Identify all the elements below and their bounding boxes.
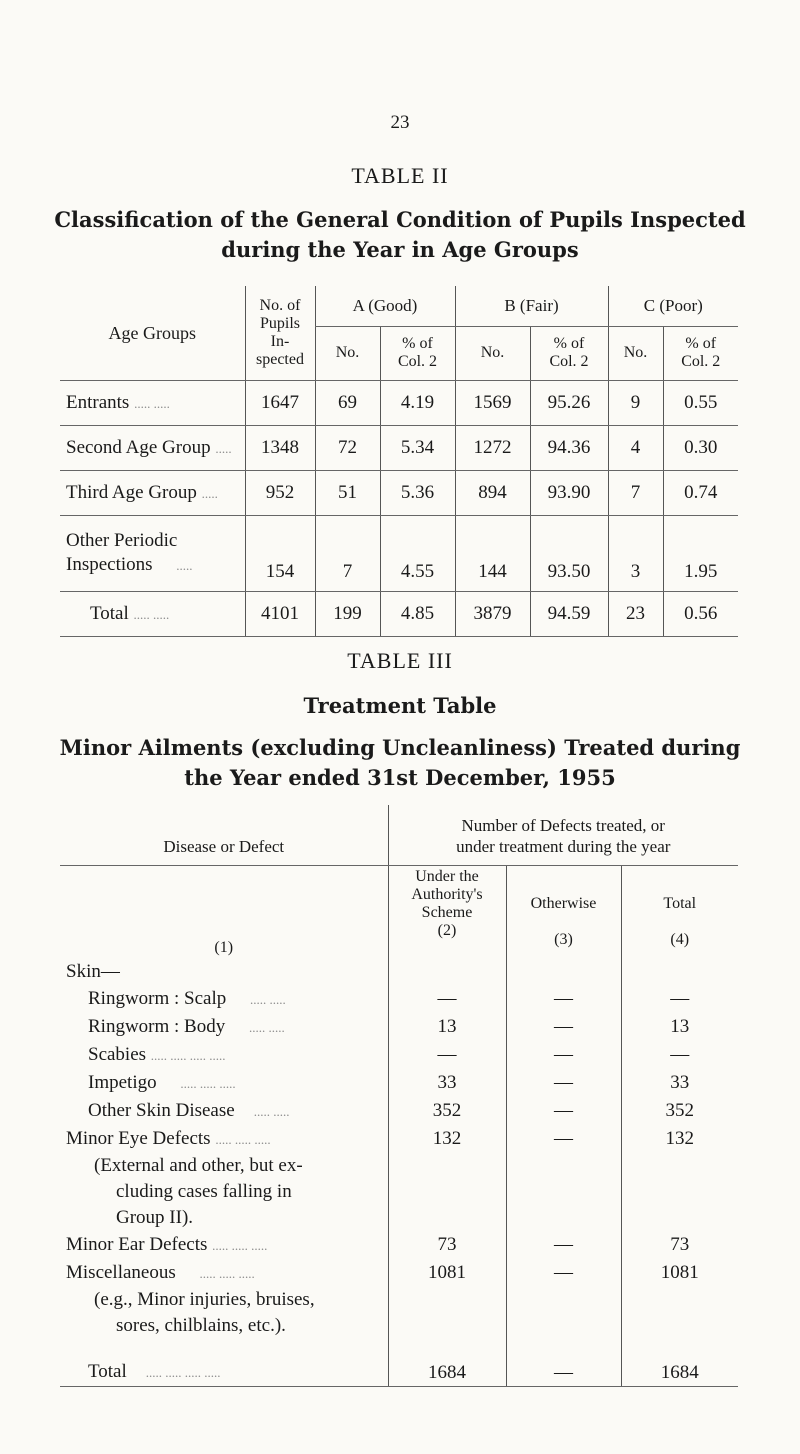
cell-b-no: 144 bbox=[455, 515, 530, 591]
pct-l2: Col. 2 bbox=[549, 353, 589, 370]
page-number: 23 bbox=[390, 112, 410, 133]
cell-col2: 352 bbox=[388, 1097, 506, 1125]
pct-l2: Col. 2 bbox=[397, 353, 438, 370]
list-item bbox=[60, 958, 738, 985]
cell-col3: — bbox=[506, 1013, 621, 1041]
table2 bbox=[60, 286, 738, 637]
cell-col3: — bbox=[506, 1097, 621, 1125]
row-label: Total ..... ..... bbox=[60, 591, 245, 636]
col-a-no: No. bbox=[315, 326, 380, 380]
cell-b-pct: 94.59 bbox=[530, 591, 608, 636]
table-row bbox=[60, 1125, 738, 1231]
cell-col2: 73 bbox=[388, 1231, 506, 1259]
table2-title-line2: during the Year in Age Groups bbox=[221, 237, 579, 262]
row-label: Other Periodic Inspections ..... bbox=[60, 515, 245, 591]
cell-pupils: 1348 bbox=[245, 425, 315, 470]
table-row-total bbox=[60, 1339, 738, 1387]
col3-header bbox=[506, 865, 621, 958]
cell-c-no: 23 bbox=[608, 591, 663, 636]
cell-col2: 13 bbox=[388, 1013, 506, 1041]
table-row-total bbox=[60, 591, 738, 636]
number-l1: Number of Defects treated, or bbox=[461, 815, 665, 835]
col4-num: (4) bbox=[670, 930, 690, 948]
cell-a-pct: 4.19 bbox=[380, 380, 455, 425]
table-row bbox=[60, 985, 738, 1013]
table-row bbox=[60, 1259, 738, 1339]
cell-b-no: 3879 bbox=[455, 591, 530, 636]
col2-header bbox=[388, 865, 506, 958]
cell-col4: 1684 bbox=[621, 1339, 738, 1387]
col3-num: (3) bbox=[554, 930, 573, 948]
col-a-good: A (Good) bbox=[315, 286, 455, 326]
table-row bbox=[60, 1041, 738, 1069]
pupils-l3: In- bbox=[270, 332, 290, 350]
table-row bbox=[60, 1013, 738, 1041]
table2-title-line1: Classification of the General Condition of Pupils Inspected bbox=[54, 207, 746, 232]
cell-col4: 13 bbox=[621, 1013, 738, 1041]
cell-a-no: 7 bbox=[315, 515, 380, 591]
col4-label: Total bbox=[663, 894, 697, 912]
cell-c-pct: 0.30 bbox=[663, 425, 738, 470]
pct-l1: % of bbox=[402, 335, 433, 352]
cell-col2: 1684 bbox=[388, 1339, 506, 1387]
cell-b-no: 1569 bbox=[455, 380, 530, 425]
cell-pupils: 4101 bbox=[245, 591, 315, 636]
cell-b-pct: 95.26 bbox=[530, 380, 608, 425]
row-label: Entrants ..... ..... bbox=[60, 380, 245, 425]
cell-col3: — bbox=[506, 1041, 621, 1069]
pct-l1: % of bbox=[553, 335, 585, 352]
table2-header-row1 bbox=[60, 286, 738, 326]
cell-a-pct: 4.55 bbox=[380, 515, 455, 591]
skin-heading: Skin— bbox=[66, 960, 120, 982]
row-label: Ringworm : Body ..... ..... bbox=[88, 1015, 285, 1037]
cell-col3: — bbox=[506, 985, 621, 1013]
cell-c-no: 4 bbox=[608, 425, 663, 470]
cell-c-pct: 0.56 bbox=[663, 591, 738, 636]
cell-c-no: 3 bbox=[608, 515, 663, 591]
col-pupils-inspected bbox=[245, 286, 315, 380]
cell-b-no: 1272 bbox=[455, 425, 530, 470]
row-note: cluding cases falling in bbox=[116, 1180, 292, 1202]
table-row bbox=[60, 1231, 738, 1259]
row-note: Group II). bbox=[116, 1206, 194, 1228]
cell-col2: 1081 bbox=[388, 1259, 506, 1339]
table-row bbox=[60, 1097, 738, 1125]
cell-col4: — bbox=[621, 1041, 738, 1069]
cell-a-pct: 5.34 bbox=[380, 425, 455, 470]
cell-pupils: 154 bbox=[245, 515, 315, 591]
cell-col3: — bbox=[506, 1231, 621, 1259]
cell-b-pct: 93.50 bbox=[530, 515, 608, 591]
cell-a-no: 51 bbox=[315, 470, 380, 515]
table3-label: TABLE III bbox=[347, 648, 453, 673]
col-c-no: No. bbox=[608, 326, 663, 380]
cell-col3: — bbox=[506, 1125, 621, 1231]
cell-col2: — bbox=[388, 985, 506, 1013]
col2-l2: Authority's bbox=[411, 885, 483, 903]
row-label: Second Age Group ..... bbox=[60, 425, 245, 470]
row-label: Scabies ..... ..... ..... ..... bbox=[88, 1043, 226, 1065]
col-disease: Disease or Defect bbox=[60, 805, 388, 865]
cell-b-no: 894 bbox=[455, 470, 530, 515]
row-label: Miscellaneous ..... ..... ..... (e.g., Minor injuries, bruises, sores, chilblains, etc.). bbox=[60, 1259, 388, 1339]
table3-header-row1 bbox=[60, 805, 738, 865]
cell-col2: — bbox=[388, 1041, 506, 1069]
table-row bbox=[60, 425, 738, 470]
col-b-no: No. bbox=[455, 326, 530, 380]
row-note: (e.g., Minor injuries, bruises, bbox=[94, 1288, 315, 1310]
row-label: Total ..... ..... ..... ..... bbox=[60, 1339, 388, 1387]
table-row bbox=[60, 470, 738, 515]
table-row bbox=[60, 380, 738, 425]
cell-b-pct: 94.36 bbox=[530, 425, 608, 470]
cell-col4: 352 bbox=[621, 1097, 738, 1125]
cell-c-no: 7 bbox=[608, 470, 663, 515]
row-note: (External and other, but ex- bbox=[94, 1154, 303, 1176]
cell-col4: 73 bbox=[621, 1231, 738, 1259]
cell-b-pct: 93.90 bbox=[530, 470, 608, 515]
col2-l3: Scheme bbox=[421, 903, 473, 921]
col1-num: (1) bbox=[214, 938, 234, 956]
row-label: Impetigo ..... ..... ..... bbox=[88, 1071, 236, 1093]
col-a-pct bbox=[380, 326, 455, 380]
cell-col4: 132 bbox=[621, 1125, 738, 1231]
cell-pupils: 952 bbox=[245, 470, 315, 515]
row-label: Ringworm : Scalp ..... ..... bbox=[88, 987, 286, 1009]
col-c-poor: C (Poor) bbox=[608, 286, 738, 326]
col-age-groups: Age Groups bbox=[60, 286, 245, 380]
table3-header-row2 bbox=[60, 865, 738, 958]
row-label: Other Skin Disease ..... ..... bbox=[88, 1099, 290, 1121]
col4-header bbox=[621, 865, 738, 958]
row-note: sores, chilblains, etc.). bbox=[116, 1314, 286, 1336]
cell-a-pct: 5.36 bbox=[380, 470, 455, 515]
cell-col4: — bbox=[621, 985, 738, 1013]
cell-a-pct: 4.85 bbox=[380, 591, 455, 636]
col-number-defects bbox=[388, 805, 738, 865]
cell-col3: — bbox=[506, 1069, 621, 1097]
table3 bbox=[60, 805, 738, 1387]
table-row bbox=[60, 515, 738, 591]
col3-label: Otherwise bbox=[530, 894, 597, 912]
pupils-l2: Pupils bbox=[259, 314, 300, 332]
cell-a-no: 69 bbox=[315, 380, 380, 425]
table3-subtitle: Treatment Table bbox=[303, 693, 497, 718]
col-b-fair: B (Fair) bbox=[455, 286, 608, 326]
cell-c-pct: 0.55 bbox=[663, 380, 738, 425]
number-l2: under treatment during the year bbox=[456, 836, 671, 856]
cell-col2: 132 bbox=[388, 1125, 506, 1231]
row-label: Minor Ear Defects ..... ..... ..... bbox=[66, 1233, 268, 1255]
col2-num: (2) bbox=[437, 921, 457, 939]
pct-l2: Col. 2 bbox=[681, 353, 721, 370]
pupils-l1: No. of bbox=[259, 296, 301, 314]
cell-col3: — bbox=[506, 1259, 621, 1339]
cell-a-no: 72 bbox=[315, 425, 380, 470]
pupils-l4: spected bbox=[256, 350, 304, 368]
row-label: Third Age Group ..... bbox=[60, 470, 245, 515]
cell-col3: — bbox=[506, 1339, 621, 1387]
col-b-pct bbox=[530, 326, 608, 380]
table2-label: TABLE II bbox=[351, 163, 449, 188]
col-c-pct bbox=[663, 326, 738, 380]
row-label: Minor Eye Defects ..... ..... ..... (External and other, but ex- cluding cases falling in Group II). bbox=[60, 1125, 388, 1231]
cell-c-no: 9 bbox=[608, 380, 663, 425]
cell-col4: 33 bbox=[621, 1069, 738, 1097]
cell-pupils: 1647 bbox=[245, 380, 315, 425]
cell-a-no: 199 bbox=[315, 591, 380, 636]
pct-l1: % of bbox=[685, 335, 717, 352]
cell-col2: 33 bbox=[388, 1069, 506, 1097]
cell-col4: 1081 bbox=[621, 1259, 738, 1339]
table3-title-line2: the Year ended 31st December, 1955 bbox=[184, 765, 616, 790]
table-row bbox=[60, 1069, 738, 1097]
cell-c-pct: 1.95 bbox=[663, 515, 738, 591]
col2-l1: Under the bbox=[415, 867, 479, 885]
cell-c-pct: 0.74 bbox=[663, 470, 738, 515]
table3-title-line1: Minor Ailments (excluding Uncleanliness) Treated during bbox=[59, 735, 741, 760]
